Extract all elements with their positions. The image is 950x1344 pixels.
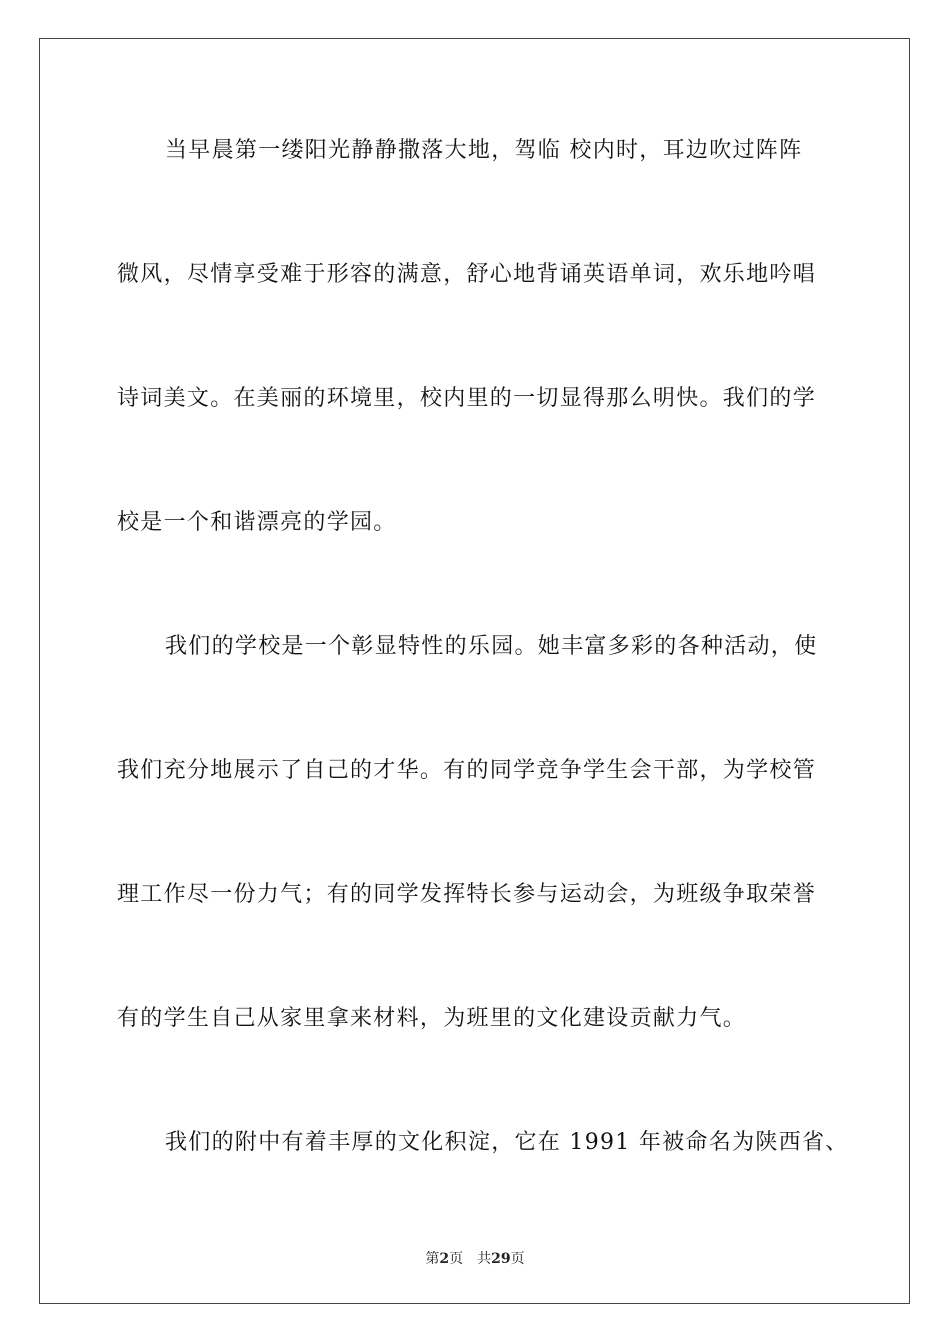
total-prefix: 共 bbox=[477, 1251, 492, 1267]
page-border bbox=[39, 38, 910, 1304]
paragraph-line: 有的学生自己从家里拿来材料，为班里的文化建设贡献力气。 bbox=[117, 1006, 747, 1031]
paragraph-line: 我们的附中有着丰厚的文化积淀，它在 1991 年被命名为陕西省、 bbox=[165, 1130, 849, 1155]
paragraph-line: 我们充分地展示了自己的才华。有的同学竞争学生会干部，为学校管 bbox=[117, 758, 817, 783]
paragraph-line: 当早晨第一缕阳光静静撒落大地，驾临 校内时，耳边吹过阵阵 bbox=[165, 138, 803, 163]
paragraph-line: 理工作尽一份力气；有的同学发挥特长参与运动会，为班级争取荣誉 bbox=[117, 882, 817, 907]
total-pages: 29 bbox=[491, 1251, 511, 1267]
paragraph-line: 我们的学校是一个彰显特性的乐园。她丰富多彩的各种活动，使 bbox=[165, 634, 818, 659]
paragraph-line: 校是一个和谐漂亮的学园。 bbox=[117, 510, 397, 535]
paragraph-line: 微风，尽情享受难于形容的满意，舒心地背诵英语单词，欢乐地吟唱 bbox=[117, 262, 817, 287]
page-number: 2 bbox=[439, 1251, 450, 1267]
paragraph-line: 诗词美文。在美丽的环境里，校内里的一切显得那么明快。我们的学 bbox=[117, 386, 817, 411]
total-suffix: 页 bbox=[510, 1251, 525, 1267]
page-suffix: 页 bbox=[449, 1251, 464, 1267]
page-footer bbox=[0, 1248, 950, 1268]
page-prefix: 第 bbox=[425, 1251, 440, 1267]
